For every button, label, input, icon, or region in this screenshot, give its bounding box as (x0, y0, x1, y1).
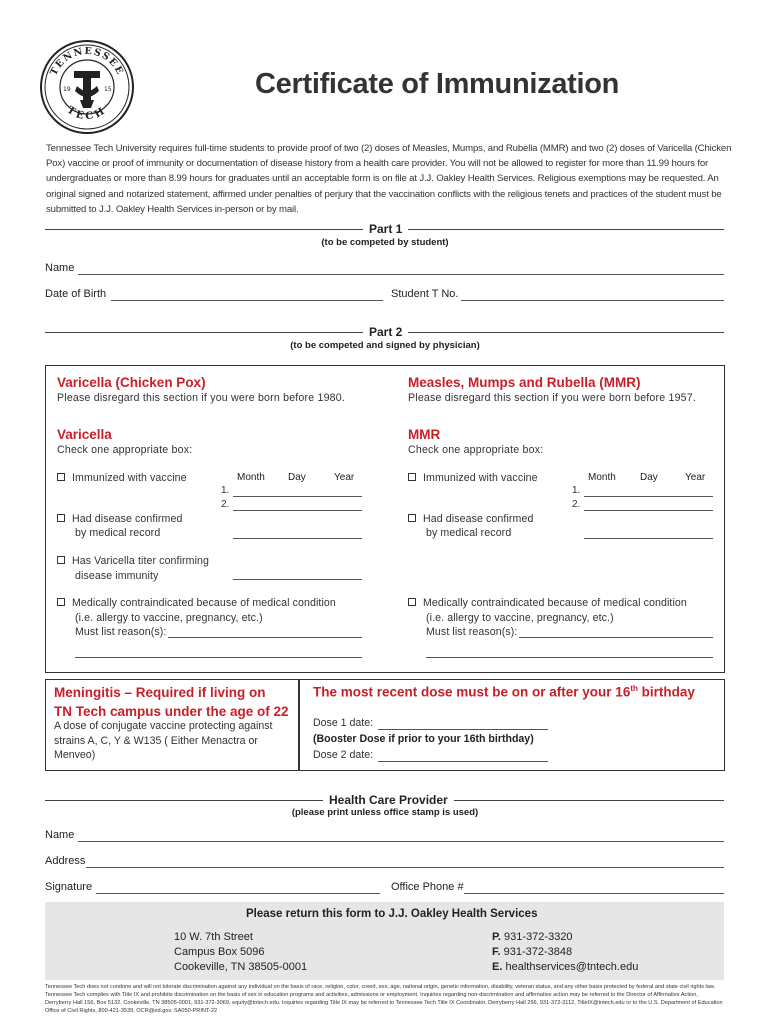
mmr-dose1-day[interactable] (632, 496, 678, 497)
mmr-disease-month[interactable] (584, 538, 632, 539)
nondiscrimination-footer: Tennessee Tech does not condone and will not tolerate discrimination against any individual on the basis of race, religion, color, creed, sex, age, national origin, genetic information, disability, veteran status, and any other basis protected by federal and state civil rights law. Tennessee Tech complies with Title IX and prohibits discrimination on the basis of sex in education programs and activities, admissions or employment. Inquiries regarding non-discrimination and affirmative action may be referred to the Director of Affirmative Action, Derryberry Hall 156, Box 5132, Cookeville, TN 38505-0001, 931-372-3069, equity@tntech.edu. Inquiries regarding Title IX may be referred to Tennessee Tech Title IX Coordinator, Derryberry Hall 256, 931-372-3112, TitleIX@tntech.edu or to the U.S. Department of Education Office of Civil Rights, 800-421-3539, OCR@ed.gov. SA050-PRINT-22 (45, 984, 723, 1014)
mmr-dose2-year[interactable] (676, 510, 713, 511)
varicella-disease-year[interactable] (325, 538, 362, 539)
student-name-label: Name (45, 262, 75, 274)
varicella-dose1-month[interactable] (233, 496, 281, 497)
meningitis-title-line2: TN Tech campus under the age of 22 (54, 704, 289, 719)
varicella-disease-day[interactable] (281, 538, 327, 539)
email-prefix: E. (492, 961, 503, 973)
varicella-dose1-day[interactable] (281, 496, 327, 497)
part2-label: Part 2 (363, 325, 408, 339)
mmr-header: Measles, Mumps and Rubella (MMR) (408, 375, 641, 390)
provider-signature-label: Signature (45, 881, 93, 893)
return-fax (492, 945, 572, 961)
mmr-option-vaccine-label: Immunized with vaccine (423, 472, 538, 484)
provider-phone-field[interactable] (464, 893, 724, 894)
mmr-check-instruction: Check one appropriate box: (408, 444, 544, 456)
dose1-label: Dose 1 date: (313, 717, 374, 729)
provider-sublabel: (please print unless office stamp is used) (291, 807, 479, 818)
mmr-reason-field[interactable] (519, 637, 713, 638)
mmr-option-disease[interactable] (408, 512, 533, 526)
phone-value: 931-372-3320 (504, 931, 573, 943)
varicella-dose2-day[interactable] (281, 510, 327, 511)
booster-note: (Booster Dose if prior to your 16th birthday) (313, 733, 534, 745)
varicella-titer-day[interactable] (281, 579, 327, 580)
mmr-col-month: Month (588, 472, 616, 483)
part1-sublabel: (to be competed by student) (321, 237, 449, 248)
recent-dose-heading (313, 684, 695, 700)
varicella-reason-label: Must list reason(s): (75, 626, 167, 638)
mmr-option-disease-line1: Had disease confirmed (423, 513, 534, 525)
return-title: Please return this form to J.J. Oakley Health Services (246, 908, 538, 920)
mmr-dose1-month[interactable] (584, 496, 632, 497)
varicella-note: Please disregard this section if you were born before 1980. (57, 392, 345, 404)
mmr-note: Please disregard this section if you were born before 1957. (408, 392, 696, 404)
dob-field[interactable] (111, 300, 383, 301)
varicella-option-disease[interactable] (57, 512, 182, 526)
fax-value: 931-372-3848 (503, 946, 573, 958)
mmr-reason-field-line2[interactable] (426, 657, 713, 658)
varicella-titer-month[interactable] (233, 579, 281, 580)
dob-label: Date of Birth (45, 288, 107, 300)
mmr-option-contra-line1: Medically contraindicated because of medical condition (423, 597, 687, 609)
mmr-dose2-number: 2. (572, 499, 581, 510)
recent-dose-heading-sup: th (630, 684, 638, 693)
checkbox[interactable] (408, 598, 416, 606)
mmr-dose1-year[interactable] (676, 496, 713, 497)
varicella-reason-field[interactable] (168, 637, 362, 638)
checkbox[interactable] (57, 514, 65, 522)
varicella-title: Varicella (57, 427, 112, 442)
part1-label: Part 1 (363, 222, 408, 236)
mmr-disease-day[interactable] (632, 538, 678, 539)
varicella-dose2-month[interactable] (233, 510, 281, 511)
checkbox[interactable] (408, 473, 416, 481)
fax-prefix: F. (492, 946, 501, 958)
checkbox[interactable] (408, 514, 416, 522)
provider-name-field[interactable] (78, 841, 724, 842)
provider-address-label: Address (45, 855, 86, 867)
return-address-line3: Cookeville, TN 38505-0001 (174, 961, 308, 973)
student-name-field[interactable] (78, 274, 724, 275)
seal-bottom-text: TECH (64, 104, 110, 123)
intro-paragraph: Tennessee Tech University requires full-time students to provide proof of two (2) doses of Measles, Mumps, and Rubella (MMR) and two (2) doses of Varicella (Chicken Pox) vaccine or proof of immunity or documentation of disease history from a health care provider. You will not be allowed to register for more than 11.99 hours for undergraduates or more than 8.99 hours for graduates until an acceptable form is on file at J.J. Oakley Health Services. Religious exemptions may be requested. An original signed and notarized statement, affirmed under penalties of perjury that the vaccination conflicts with the religious tenets and practices of the student must be submitted to J.J. Oakley Health Services in-person or by mail. (46, 143, 732, 215)
varicella-option-disease-line2: by medical record (75, 527, 161, 539)
varicella-check-instruction: Check one appropriate box: (57, 444, 193, 456)
mmr-option-disease-line2: by medical record (426, 527, 512, 539)
varicella-option-titer[interactable] (57, 554, 209, 568)
provider-label: Health Care Provider (323, 793, 454, 807)
varicella-header: Varicella (Chicken Pox) (57, 375, 206, 390)
mmr-option-contra-line2: (i.e. allergy to vaccine, pregnancy, etc.) (426, 612, 614, 624)
seal-year-left: 19 (63, 86, 71, 93)
provider-signature-field[interactable] (96, 893, 380, 894)
mmr-dose2-month[interactable] (584, 510, 632, 511)
varicella-option-titer-line2: disease immunity (75, 570, 159, 582)
page-title: Certificate of Immunization (255, 68, 620, 100)
varicella-titer-year[interactable] (325, 579, 362, 580)
dose2-label: Dose 2 date: (313, 749, 374, 761)
checkbox[interactable] (57, 598, 65, 606)
mmr-col-year: Year (685, 472, 706, 483)
student-number-field[interactable] (461, 300, 724, 301)
dose2-date-field[interactable] (378, 761, 548, 762)
varicella-option-contra-line2: (i.e. allergy to vaccine, pregnancy, etc.) (75, 612, 263, 624)
provider-phone-label: Office Phone # (391, 881, 464, 893)
checkbox[interactable] (57, 473, 65, 481)
seal-year-right: 15 (104, 86, 112, 93)
mmr-dose1-number: 1. (572, 485, 581, 496)
mmr-option-vaccine[interactable] (408, 471, 538, 485)
seal-top-text: TENNESSEE (48, 45, 126, 78)
checkbox[interactable] (57, 556, 65, 564)
university-seal-logo (40, 40, 134, 134)
varicella-col-year: Year (334, 472, 355, 483)
recent-dose-heading-text: The most recent dose must be on or after your 16 (313, 684, 631, 700)
varicella-disease-month[interactable] (233, 538, 281, 539)
return-address-line2: Campus Box 5096 (174, 946, 265, 958)
return-address-line1: 10 W. 7th Street (174, 931, 253, 943)
return-phone (492, 930, 573, 946)
varicella-option-disease-line1: Had disease confirmed (72, 513, 183, 525)
mmr-disease-year[interactable] (676, 538, 713, 539)
meningitis-description: A dose of conjugate vaccine protecting against strains A, C, Y & W135 ( Either Menactra or Menveo) (54, 720, 273, 761)
varicella-option-contraindicated[interactable] (57, 596, 336, 610)
mmr-title: MMR (408, 427, 441, 442)
recent-dose-heading-tail: birthday (637, 684, 695, 700)
return-email[interactable] (492, 960, 638, 976)
email-value[interactable]: healthservices@tntech.edu (505, 961, 639, 973)
part2-sublabel: (to be competed and signed by physician) (290, 340, 480, 351)
mmr-dose2-day[interactable] (632, 510, 678, 511)
provider-address-field[interactable] (86, 867, 724, 868)
mmr-option-contraindicated[interactable] (408, 596, 687, 610)
varicella-dose2-year[interactable] (325, 510, 362, 511)
varicella-dose1-year[interactable] (325, 496, 362, 497)
phone-prefix: P. (492, 931, 501, 943)
mmr-reason-label: Must list reason(s): (426, 626, 518, 638)
varicella-option-contra-line1: Medically contraindicated because of medical condition (72, 597, 336, 609)
varicella-col-day: Day (288, 472, 306, 483)
varicella-col-month: Month (237, 472, 265, 483)
mmr-col-day: Day (640, 472, 658, 483)
dose1-date-field[interactable] (378, 729, 548, 730)
varicella-dose2-number: 2. (221, 499, 230, 510)
varicella-reason-field-line2[interactable] (75, 657, 362, 658)
varicella-dose1-number: 1. (221, 485, 230, 496)
provider-name-label: Name (45, 829, 75, 841)
varicella-option-titer-line1: Has Varicella titer confirming (72, 555, 210, 567)
meningitis-title-line1: Meningitis – Required if living on (54, 685, 266, 700)
student-number-label: Student T No. (391, 288, 459, 300)
varicella-option-vaccine-label: Immunized with vaccine (72, 472, 187, 484)
varicella-option-vaccine[interactable] (57, 471, 187, 485)
